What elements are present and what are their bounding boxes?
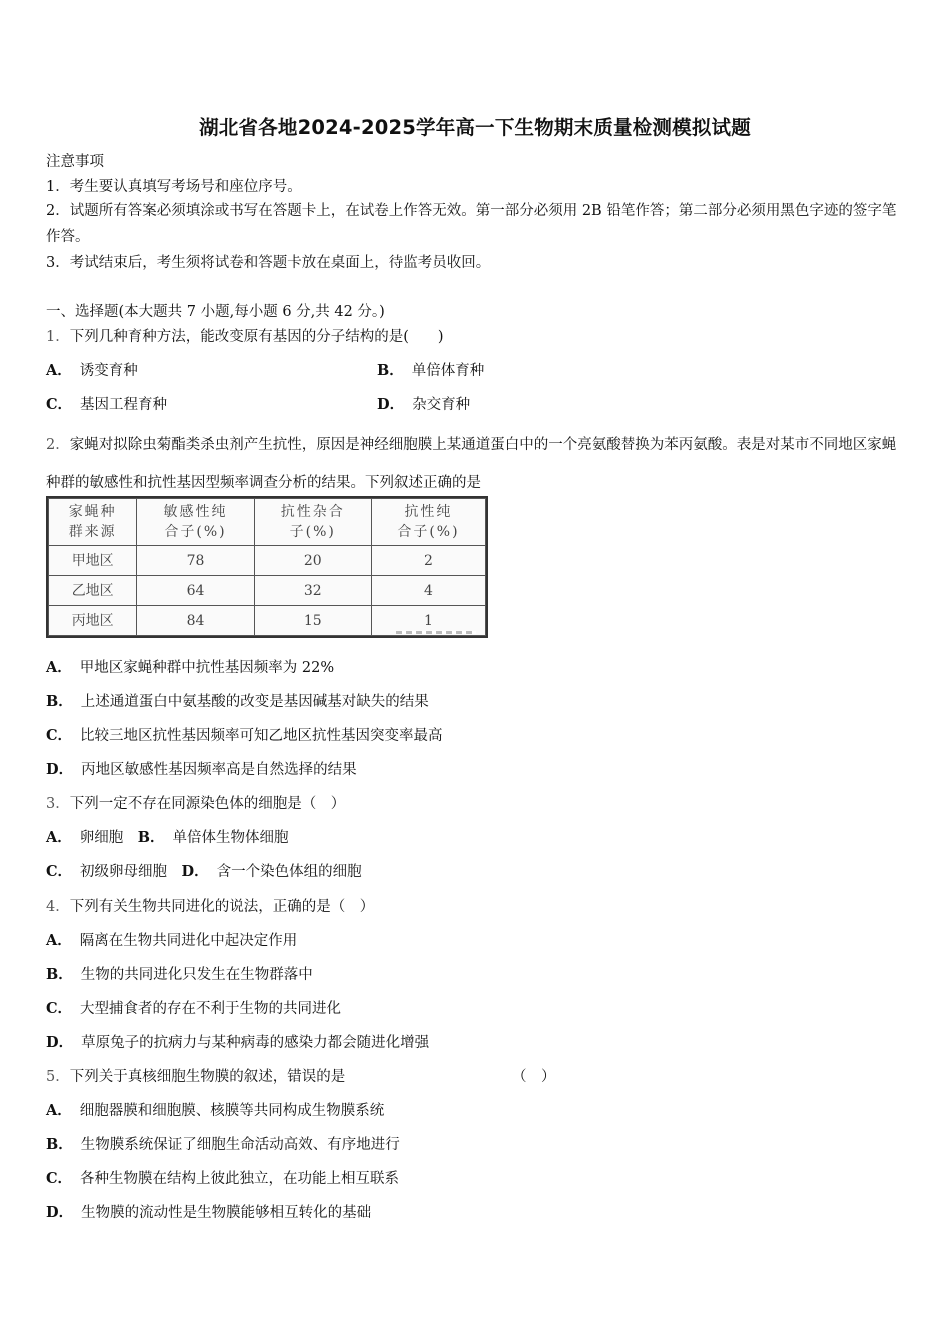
section-heading: 一、选择题(本大题共 7 小题,每小题 6 分,共 42 分。) <box>46 304 385 320</box>
option[interactable] <box>46 999 341 1019</box>
question-5-stem <box>46 1067 345 1087</box>
table-row <box>49 576 486 606</box>
table-cell: 2 <box>371 546 485 576</box>
table-cell: 1 <box>371 606 485 636</box>
option[interactable] <box>46 361 138 381</box>
option[interactable] <box>46 864 167 880</box>
option-text: 丙地区敏感性基因频率高是自然选择的结果 <box>81 762 357 778</box>
option-text: 草原兔子的抗病力与某种病毒的感染力都会随进化增强 <box>81 1035 430 1051</box>
option-text: 卵细胞 <box>79 830 124 846</box>
question-number: 4． <box>46 899 70 915</box>
option-letter: D． <box>181 863 209 880</box>
option-text: 初级卵母细胞 <box>80 864 168 880</box>
option-letter: B． <box>46 966 73 983</box>
table-cell: 64 <box>137 576 254 606</box>
notice-item: 2．试题所有答案必须填涂或书写在答题卡上，在试卷上作答无效。第一部分必须用 2B 铅笔作答；第二部分必须用黑色字迹的签字笔作答。 <box>46 203 897 245</box>
data-table-image <box>46 496 488 638</box>
option-letter: C． <box>46 1170 73 1187</box>
table-cell: 4 <box>371 576 485 606</box>
question-number: 5． <box>46 1069 70 1085</box>
option[interactable] <box>46 760 357 780</box>
notice-heading: 注意事项 <box>46 154 104 170</box>
option[interactable] <box>46 692 429 712</box>
option[interactable] <box>46 965 313 985</box>
option-text: 大型捕食者的存在不利于生物的共同进化 <box>80 1001 342 1017</box>
question-1-stem <box>46 327 444 347</box>
option-text: 单倍体生物体细胞 <box>172 830 289 846</box>
option[interactable] <box>46 830 123 846</box>
option-text: 细胞器膜和细胞膜、核膜等共同构成生物膜系统 <box>79 1103 385 1119</box>
option-text: 甲地区家蝇种群中抗性基因频率为 22% <box>79 660 335 676</box>
option-text: 生物的共同进化只发生在生物群落中 <box>80 967 313 983</box>
option-text: 含一个染色体组的细胞 <box>216 864 362 880</box>
question-text: 下列有关生物共同进化的说法，正确的是（ ） <box>69 899 375 915</box>
option-letter: C． <box>46 863 73 880</box>
table-header: 抗性纯 合子(%) <box>371 499 485 546</box>
table-cell: 15 <box>254 606 371 636</box>
option-letter: D． <box>46 1204 74 1221</box>
question-number: 1． <box>46 329 70 345</box>
table-cell: 84 <box>137 606 254 636</box>
option-letter: C． <box>46 396 73 413</box>
page-title: 湖北省各地2024-2025学年高一下生物期末质量检测模拟试题 <box>199 116 751 139</box>
question-text: 家蝇对拟除虫菊酯类杀虫剂产生抗性，原因是神经细胞膜上某通道蛋白中的一个亮氨酸替换为苯丙氨酸。表是对某市不同地区家蝇种群的敏感性和抗性基因型频率调查分析的结果。下列叙述正确的是 <box>46 437 897 491</box>
option[interactable] <box>46 931 297 951</box>
question-text: 下列一定不存在同源染色体的细胞是（ ） <box>69 796 346 812</box>
option-letter: A． <box>46 932 72 949</box>
question-number: 3． <box>46 796 70 812</box>
option-text: 杂交育种 <box>412 397 471 413</box>
question-text: 下列关于真核细胞生物膜的叙述，错误的是 <box>69 1069 346 1085</box>
option[interactable] <box>46 726 443 746</box>
table-header: 家蝇种 群来源 <box>49 499 137 546</box>
option-letter: A． <box>46 362 72 379</box>
table-cell: 甲地区 <box>49 546 137 576</box>
table-header: 抗性杂合 子(%) <box>254 499 371 546</box>
option-text: 比较三地区抗性基因频率可知乙地区抗性基因突变率最高 <box>80 728 443 744</box>
question-number: 2． <box>46 437 70 453</box>
notice-item: 1．考生要认真填写考场号和座位序号。 <box>46 179 302 195</box>
answer-paren: （ ） <box>512 1069 556 1085</box>
table-cell: 78 <box>137 546 254 576</box>
scan-artifact <box>396 631 476 634</box>
question-text: 下列几种育种方法，能改变原有基因的分子结构的是( ) <box>69 329 444 345</box>
data-table <box>48 498 486 636</box>
option-text: 隔离在生物共同进化中起决定作用 <box>79 933 298 949</box>
table-cell: 乙地区 <box>49 576 137 606</box>
option-letter: D． <box>46 1034 74 1051</box>
option-letter: D． <box>46 761 74 778</box>
option[interactable] <box>138 830 289 846</box>
table-header-row <box>49 499 486 546</box>
option-text: 生物膜的流动性是生物膜能够相互转化的基础 <box>81 1205 372 1221</box>
option[interactable] <box>46 1169 399 1189</box>
question-3-stem <box>46 794 345 814</box>
option-letter: B． <box>377 362 404 379</box>
option-letter: D． <box>377 396 405 413</box>
option-letter: C． <box>46 1000 73 1017</box>
table-cell: 32 <box>254 576 371 606</box>
option[interactable] <box>46 395 167 415</box>
option[interactable] <box>182 864 362 880</box>
option-text: 基因工程育种 <box>80 397 168 413</box>
option-text: 诱变育种 <box>79 363 138 379</box>
option-row <box>46 828 289 848</box>
option-letter: B． <box>137 829 165 846</box>
option-letter: A． <box>46 659 72 676</box>
table-cell: 20 <box>254 546 371 576</box>
table-header: 敏感性纯 合子(%) <box>137 499 254 546</box>
option-text: 各种生物膜在结构上彼此独立，在功能上相互联系 <box>80 1171 400 1187</box>
option[interactable] <box>46 1033 429 1053</box>
option-letter: B． <box>46 693 73 710</box>
option[interactable] <box>46 1135 400 1155</box>
option-text: 生物膜系统保证了细胞生命活动高效、有序地进行 <box>80 1137 400 1153</box>
option-letter: A． <box>46 829 72 846</box>
option-letter: B． <box>46 1136 73 1153</box>
option[interactable] <box>377 395 470 415</box>
option[interactable] <box>46 1101 384 1121</box>
option-letter: C． <box>46 727 73 744</box>
question-2-stem <box>46 426 908 502</box>
option-letter: A． <box>46 1102 72 1119</box>
option[interactable] <box>377 361 484 381</box>
option[interactable] <box>46 658 334 678</box>
option-text: 单倍体育种 <box>411 363 485 379</box>
option-text: 上述通道蛋白中氨基酸的改变是基因碱基对缺失的结果 <box>80 694 429 710</box>
notice-item: 3．考试结束后，考生须将试卷和答题卡放在桌面上，待监考员收回。 <box>46 255 491 271</box>
option[interactable] <box>46 1203 371 1223</box>
question-4-stem <box>46 897 374 917</box>
option-row <box>46 862 362 882</box>
table-cell: 丙地区 <box>49 606 137 636</box>
table-row <box>49 546 486 576</box>
